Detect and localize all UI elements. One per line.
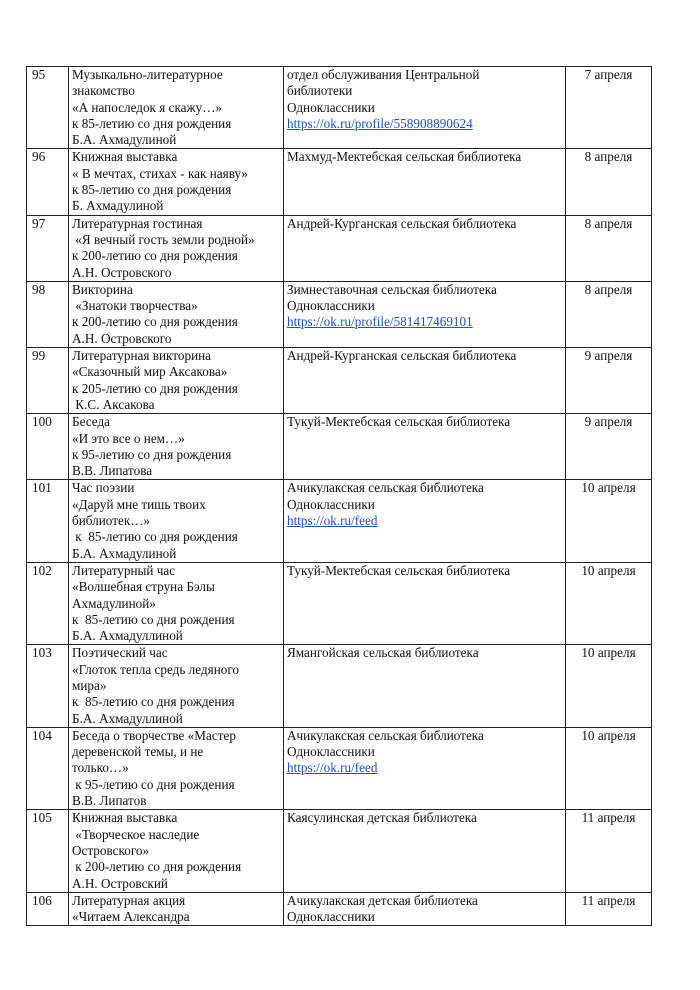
event-date: 10 апреля bbox=[566, 645, 652, 727]
event-cell bbox=[69, 215, 284, 281]
event-line: Поэтический час bbox=[72, 645, 168, 661]
place-line: Андрей-Курганская сельская библиотека bbox=[287, 348, 517, 364]
place-line: Одноклассники bbox=[287, 99, 375, 115]
event-line: «Творческое наследие bbox=[72, 826, 200, 842]
event-line: деревенской темы, и не bbox=[72, 744, 204, 760]
event-line: знакомство bbox=[72, 83, 135, 99]
row-number: 96 bbox=[27, 149, 69, 215]
event-line: к 85-летию со дня рождения bbox=[72, 182, 232, 198]
event-date: 9 апреля bbox=[566, 414, 652, 480]
event-line: Литературная викторина bbox=[72, 348, 212, 364]
place-cell bbox=[284, 348, 566, 414]
events-page bbox=[26, 66, 651, 926]
event-date: 10 апреля bbox=[566, 727, 652, 809]
event-date: 10 апреля bbox=[566, 480, 652, 562]
table-row bbox=[27, 215, 652, 281]
place-line: Каясулинская детская библиотека bbox=[287, 810, 477, 826]
row-number: 97 bbox=[27, 215, 69, 281]
event-line: «Даруй мне тишь твоих bbox=[72, 496, 206, 512]
event-cell bbox=[69, 892, 284, 926]
event-cell bbox=[69, 414, 284, 480]
event-cell bbox=[69, 562, 284, 644]
event-line: Час поэзии bbox=[72, 480, 135, 496]
event-cell bbox=[69, 727, 284, 809]
event-line: В.В. Липатова bbox=[72, 463, 153, 479]
event-line: к 205-летию со дня рождения bbox=[72, 380, 238, 396]
table-row bbox=[27, 892, 652, 926]
place-line: Ямангойская сельская библиотека bbox=[287, 645, 479, 661]
table-row bbox=[27, 645, 652, 727]
event-cell bbox=[69, 149, 284, 215]
event-cell bbox=[69, 645, 284, 727]
place-line: Ачикулакская детская библиотека bbox=[287, 892, 478, 908]
event-date: 10 апреля bbox=[566, 562, 652, 644]
table-row bbox=[27, 149, 652, 215]
row-number: 104 bbox=[27, 727, 69, 809]
social-link[interactable]: https://ok.ru/profile/581417469101 bbox=[287, 314, 473, 330]
table-row bbox=[27, 562, 652, 644]
table-row bbox=[27, 414, 652, 480]
events-table-body bbox=[27, 67, 652, 926]
social-link[interactable]: https://ok.ru/feed bbox=[287, 513, 378, 529]
event-line: к 200-летию со дня рождения bbox=[72, 859, 242, 875]
event-line: библиотек…» bbox=[72, 513, 151, 529]
event-line: к 95-летию со дня рождения bbox=[72, 446, 232, 462]
row-number: 106 bbox=[27, 892, 69, 926]
place-line: Андрей-Курганская сельская библиотека bbox=[287, 215, 517, 231]
place-cell bbox=[284, 810, 566, 892]
event-line: Книжная выставка bbox=[72, 810, 178, 826]
event-line: к 85-летию со дня рождения bbox=[72, 529, 238, 545]
place-cell bbox=[284, 645, 566, 727]
event-date: 11 апреля bbox=[566, 810, 652, 892]
event-line: А.Н. Островский bbox=[72, 875, 168, 891]
event-line: Литературный час bbox=[72, 562, 176, 578]
event-line: мира» bbox=[72, 677, 107, 693]
event-line: «А напоследок я скажу…» bbox=[72, 99, 223, 115]
place-line: Одноклассники bbox=[287, 298, 375, 314]
event-line: «Волшебная струна Бэлы bbox=[72, 579, 215, 595]
event-line: «Читаем Александра bbox=[72, 909, 190, 925]
table-row bbox=[27, 281, 652, 347]
event-line: «Сказочный мир Аксакова» bbox=[72, 364, 228, 380]
event-line: Б.А. Ахмадуллиной bbox=[72, 628, 183, 644]
event-cell bbox=[69, 281, 284, 347]
event-line: Беседа о творчестве «Мастер bbox=[72, 727, 236, 743]
place-line: Ачикулакская сельская библиотека bbox=[287, 480, 484, 496]
social-link[interactable]: https://ok.ru/profile/558908890624 bbox=[287, 115, 473, 131]
event-line: А.Н. Островского bbox=[72, 264, 172, 280]
event-date: 8 апреля bbox=[566, 149, 652, 215]
event-line: « В мечтах, стихах - как наяву» bbox=[72, 165, 249, 181]
event-line: «И это все о нем…» bbox=[72, 430, 185, 446]
event-line: Островского» bbox=[72, 842, 150, 858]
event-cell bbox=[69, 810, 284, 892]
event-line: К.С. Аксакова bbox=[72, 396, 155, 412]
table-row bbox=[27, 480, 652, 562]
event-line: к 95-летию со дня рождения bbox=[72, 776, 235, 792]
event-line: Музыкально-литературное bbox=[72, 67, 223, 82]
place-cell bbox=[284, 480, 566, 562]
event-line: «Глоток тепла средь ледяного bbox=[72, 661, 240, 677]
place-cell bbox=[284, 414, 566, 480]
place-line: Одноклассники bbox=[287, 496, 375, 512]
event-line: только…» bbox=[72, 760, 129, 776]
place-cell bbox=[284, 727, 566, 809]
place-line: Одноклассники bbox=[287, 744, 375, 760]
event-line: к 200-летию со дня рождения bbox=[72, 248, 238, 264]
place-cell bbox=[284, 562, 566, 644]
place-line: Тукуй-Мектебская сельская библиотека bbox=[287, 414, 511, 430]
event-line: Литературная акция bbox=[72, 892, 186, 908]
event-line: «Знатоки творчества» bbox=[72, 298, 198, 314]
event-line: к 85-летию со дня рождения bbox=[72, 115, 232, 131]
table-row bbox=[27, 348, 652, 414]
event-line: Ахмадулиной» bbox=[72, 595, 156, 611]
place-cell bbox=[284, 281, 566, 347]
event-date: 11 апреля bbox=[566, 892, 652, 926]
event-line: Б. Ахмадулиной bbox=[72, 198, 164, 214]
event-line: Б.А. Ахмадулиной bbox=[72, 132, 177, 148]
place-cell bbox=[284, 892, 566, 926]
row-number: 101 bbox=[27, 480, 69, 562]
event-line: к 200-летию со дня рождения bbox=[72, 314, 238, 330]
place-line: Ачикулакская сельская библиотека bbox=[287, 727, 484, 743]
place-cell bbox=[284, 67, 566, 149]
place-line: Махмуд-Мектебская сельская библиотека bbox=[287, 149, 522, 165]
event-line: «Я вечный гость земли родной» bbox=[72, 231, 255, 247]
event-line: А.Н. Островского bbox=[72, 330, 172, 346]
event-cell bbox=[69, 480, 284, 562]
event-line: Б.А. Ахмадуллиной bbox=[72, 710, 183, 726]
row-number: 95 bbox=[27, 67, 69, 149]
place-line: библиотеки bbox=[287, 83, 353, 99]
event-date: 8 апреля bbox=[566, 215, 652, 281]
event-line: Книжная выставка bbox=[72, 149, 178, 165]
event-line: Беседа bbox=[72, 414, 111, 430]
event-cell bbox=[69, 348, 284, 414]
row-number: 99 bbox=[27, 348, 69, 414]
place-cell bbox=[284, 149, 566, 215]
table-row bbox=[27, 727, 652, 809]
event-date: 9 апреля bbox=[566, 348, 652, 414]
social-link[interactable]: https://ok.ru/feed bbox=[287, 760, 378, 776]
place-line: отдел обслуживания Центральной bbox=[287, 67, 480, 82]
place-line: Тукуй-Мектебская сельская библиотека bbox=[287, 562, 511, 578]
row-number: 103 bbox=[27, 645, 69, 727]
event-line: Викторина bbox=[72, 281, 133, 297]
event-line: В.В. Липатов bbox=[72, 793, 147, 809]
event-date: 7 апреля bbox=[566, 67, 652, 149]
events-table bbox=[26, 66, 652, 926]
row-number: 100 bbox=[27, 414, 69, 480]
event-line: Литературная гостиная bbox=[72, 215, 203, 231]
table-row bbox=[27, 67, 652, 149]
table-row bbox=[27, 810, 652, 892]
place-line: Одноклассники bbox=[287, 909, 375, 925]
event-line: Б.А. Ахмадулиной bbox=[72, 545, 177, 561]
event-cell bbox=[69, 67, 284, 149]
row-number: 105 bbox=[27, 810, 69, 892]
place-line: Зимнеставочная сельская библиотека bbox=[287, 281, 497, 297]
event-line: к 85-летию со дня рождения bbox=[72, 694, 235, 710]
event-line: к 85-летию со дня рождения bbox=[72, 611, 235, 627]
event-date: 8 апреля bbox=[566, 281, 652, 347]
row-number: 98 bbox=[27, 281, 69, 347]
place-cell bbox=[284, 215, 566, 281]
row-number: 102 bbox=[27, 562, 69, 644]
